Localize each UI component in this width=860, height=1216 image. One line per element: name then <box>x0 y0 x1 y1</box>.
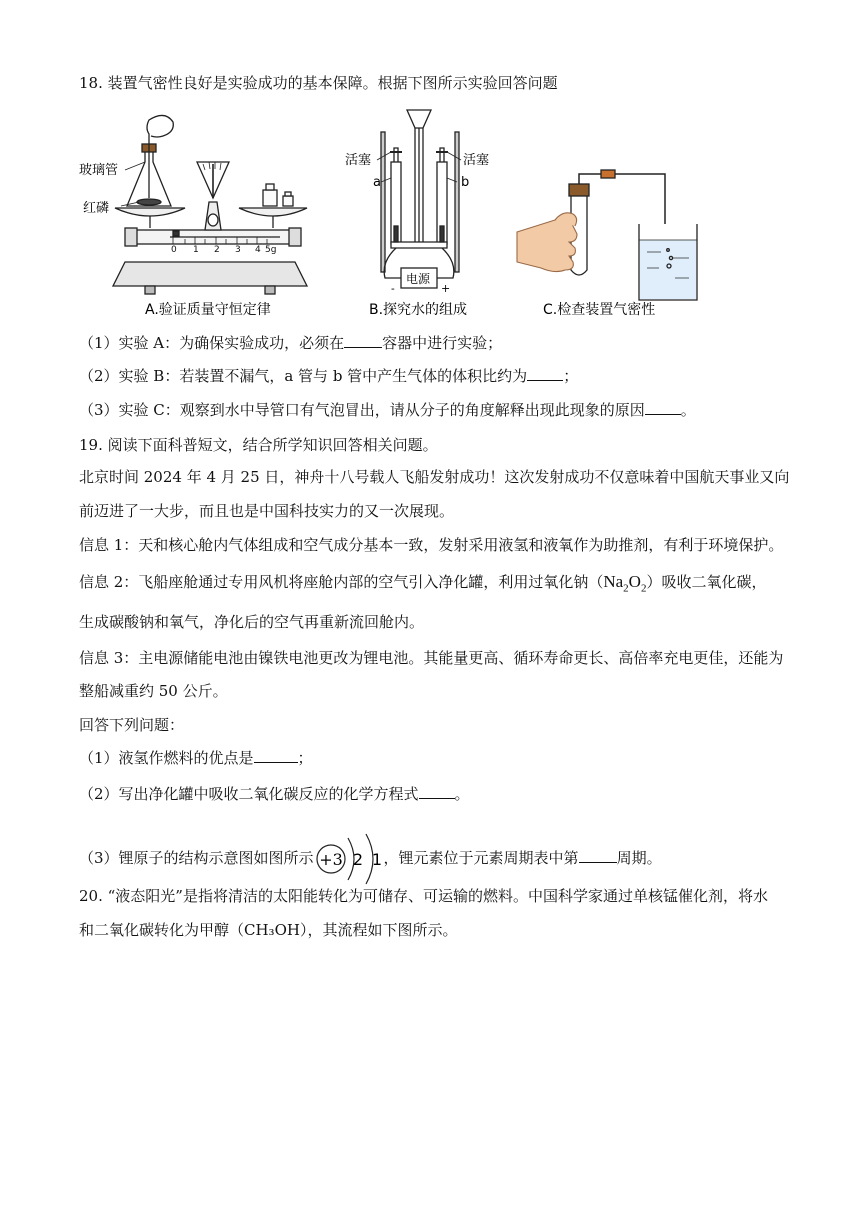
q19-sub3-text: （3）锂原子的结构示意图如图所示 <box>79 849 314 867</box>
q19-sub3-mid: ，锂元素位于元素周期表中第 <box>383 849 579 867</box>
q19-stem: 19. 阅读下面科普短文，结合所学知识回答相关问题。 <box>79 436 438 454</box>
q18-sub2-text: （2）实验 B：若装置不漏气，a 管与 b 管中产生气体的体积比约为 <box>79 367 528 385</box>
scale-tick-1: 1 <box>193 245 199 255</box>
q19-info2-line1 <box>79 572 766 598</box>
scale-tick-0: 0 <box>171 245 177 255</box>
q18-sub3-text: （3）实验 C：观察到水中导管口有气泡冒出，请从分子的角度解释出现此现象的原因 <box>79 401 645 419</box>
hand-illustration <box>517 213 577 272</box>
q19-info3-line1: 信息 3：主电源储能电池由镍铁电池更改为锂电池。其能量更高、循环寿命更长、高倍率充电更佳，还能为 <box>79 649 784 667</box>
label-tube-a: a <box>373 175 381 190</box>
q19-para1-line2: 前迈进了一大步，而且也是中国科技实力的又一次展现。 <box>79 502 455 520</box>
lithium-atom-diagram <box>314 832 384 886</box>
q20-line1: 20. “液态阳光”是指将清洁的太阳能转化为可储存、可运输的燃料。中国科学家通过单核锰催化剂，将水 <box>79 887 768 905</box>
answer-blank-q18-2[interactable] <box>527 366 563 381</box>
balance-apparatus <box>113 115 307 294</box>
label-stopcock-left: 活塞 <box>345 153 372 168</box>
atom-shell-2: 1 <box>371 850 382 869</box>
label-plus: + <box>441 282 451 295</box>
q18-sub1 <box>79 333 502 353</box>
q19-sub2-tail: 。 <box>454 785 470 803</box>
q19-sub1-tail: ； <box>297 749 313 767</box>
caption-a: A.验证质量守恒定律 <box>145 302 271 318</box>
q18-sub1-text: （1）实验 A：为确保实验成功，必须在 <box>79 334 345 352</box>
q19-info2-text: 信息 2：飞船座舱通过专用风机将座舱内部的空气引入净化罐，利用过氧化钠（ <box>79 573 604 591</box>
label-minus: - <box>391 282 395 295</box>
q18-sub3 <box>79 400 696 420</box>
label-red-phosphorus: 红磷 <box>83 201 110 216</box>
q19-sub1-text: （1）液氢作燃料的优点是 <box>79 749 254 767</box>
q19-info3-line2: 整船减重约 50 公斤。 <box>79 682 228 700</box>
q19-sub3-tail: 周期。 <box>616 849 662 867</box>
scale-tick-4: 4 <box>255 245 261 255</box>
label-tube-b: b <box>461 175 470 190</box>
q18-sub1-tail: 容器中进行实验； <box>382 334 503 352</box>
scale-tick-5: 5g <box>265 245 277 255</box>
caption-c: C.检查装置气密性 <box>543 302 656 318</box>
caption-b: B.探究水的组成 <box>369 302 468 318</box>
answer-blank-q19-3[interactable] <box>579 848 617 863</box>
q19-sub2-text: （2）写出净化罐中吸收二氧化碳反应的化学方程式 <box>79 785 419 803</box>
q18-sub3-tail: 。 <box>680 401 696 419</box>
answer-blank-q18-1[interactable] <box>344 333 382 348</box>
formula-o: O <box>628 572 641 591</box>
label-stopcock-right: 活塞 <box>463 153 490 168</box>
formula-sub-2: 2 <box>640 582 647 595</box>
answer-blank-q19-2[interactable] <box>419 784 455 799</box>
q19-info1: 信息 1：天和核心舱内气体组成和空气成分基本一致，发射采用液氢和液氧作为助推剂，有利于环境保护。 <box>79 536 784 554</box>
q19-para1-line1: 北京时间 2024 年 4 月 25 日，神舟十八号载人飞船发射成功！这次发射成功不仅意味着中国航天事业又向 <box>79 468 790 486</box>
q19-sub3 <box>79 832 662 886</box>
scale-tick-2: 2 <box>214 245 220 255</box>
q18-sub2-tail: ； <box>563 367 579 385</box>
formula-na: Na <box>603 572 624 591</box>
q19-sub2 <box>79 784 470 804</box>
atom-shell-1: 2 <box>352 850 363 869</box>
label-power: 电源 <box>406 272 431 286</box>
electrolysis-apparatus <box>377 110 461 288</box>
q20-line2: 和二氧化碳转化为甲醇（CH₃OH），其流程如下图所示。 <box>79 921 458 939</box>
q19-prompt: 回答下列问题： <box>79 716 185 734</box>
q18-stem: 18. 装置气密性良好是实验成功的基本保障。根据下图所示实验回答问题 <box>79 74 558 92</box>
answer-blank-q19-1[interactable] <box>254 748 298 763</box>
airtightness-apparatus <box>569 170 697 300</box>
sodium-peroxide-formula <box>603 572 647 595</box>
q19-info2-line2: 生成碳酸钠和氧气，净化后的空气再重新流回舱内。 <box>79 613 425 631</box>
q18-figure <box>79 102 685 324</box>
label-glass-tube: 玻璃管 <box>79 163 119 178</box>
q19-info2-tail: ）吸收二氧化碳， <box>646 573 767 591</box>
answer-blank-q18-3[interactable] <box>645 400 681 415</box>
q19-sub1 <box>79 748 313 768</box>
q18-sub2 <box>79 366 578 386</box>
formula-sub-1: 2 <box>623 582 629 595</box>
atom-nucleus: +3 <box>318 850 343 869</box>
apparatus-illustration <box>79 102 685 324</box>
scale-tick-3: 3 <box>235 245 241 255</box>
